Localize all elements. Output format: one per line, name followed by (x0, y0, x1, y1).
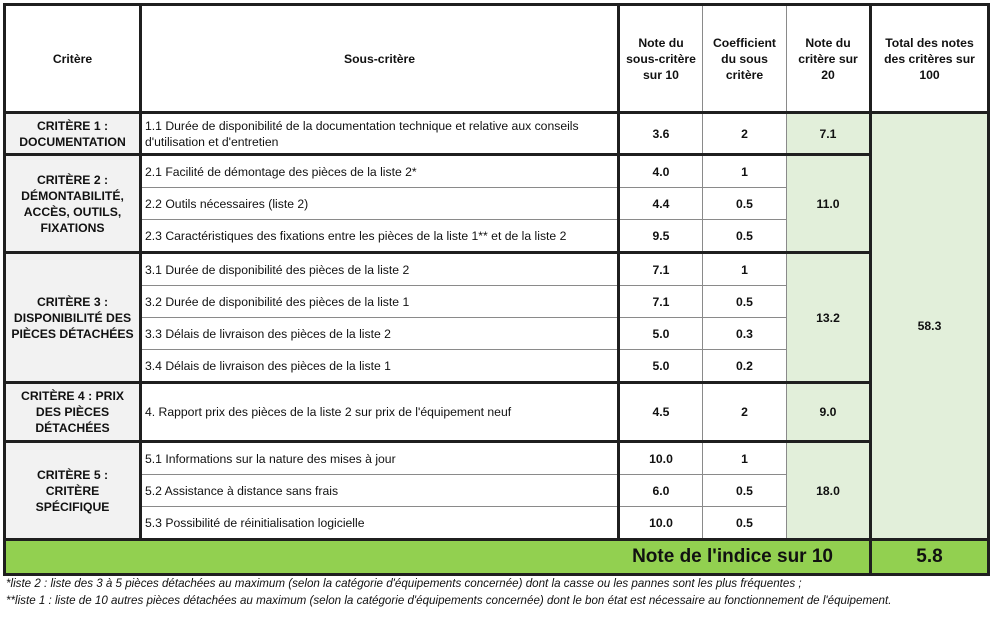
criterion-label: CRITÈRE 1 : DOCUMENTATION (6, 113, 141, 155)
criterion-score: 13.2 (787, 253, 871, 383)
sub-criterion-note: 5.0 (619, 318, 703, 350)
sub-criterion-label: 5.2 Assistance à distance sans frais (141, 475, 619, 507)
sub-criterion-note: 7.1 (619, 286, 703, 318)
sub-criterion-coefficient: 0.5 (703, 188, 787, 220)
table-row (6, 253, 988, 286)
sub-criterion-coefficient: 0.5 (703, 507, 787, 540)
sub-criterion-note: 4.4 (619, 188, 703, 220)
criterion-score: 11.0 (787, 155, 871, 253)
sub-criterion-label: 3.1 Durée de disponibilité des pièces de la liste 2 (141, 253, 619, 286)
final-score-value: 5.8 (871, 540, 988, 574)
sub-criterion-coefficient: 0.3 (703, 318, 787, 350)
sub-criterion-note: 6.0 (619, 475, 703, 507)
sub-criterion-coefficient: 0.5 (703, 220, 787, 253)
header-sous-critere: Sous-critère (141, 6, 619, 113)
header-note-critere: Note du critère sur 20 (787, 6, 871, 113)
sub-criterion-label: 5.3 Possibilité de réinitialisation logicielle (141, 507, 619, 540)
sub-criterion-label: 3.3 Délais de livraison des pièces de la liste 2 (141, 318, 619, 350)
sub-criterion-label: 3.4 Délais de livraison des pièces de la liste 1 (141, 350, 619, 383)
sub-criterion-coefficient: 2 (703, 383, 787, 442)
table-row (6, 113, 988, 155)
repairability-index-table (5, 5, 988, 574)
criterion-label: CRITÈRE 3 : DISPONIBILITÉ DES PIÈCES DÉTACHÉES (6, 253, 141, 383)
table-row (6, 442, 988, 475)
sub-criterion-note: 4.5 (619, 383, 703, 442)
sub-criterion-coefficient: 0.5 (703, 286, 787, 318)
sub-criterion-note: 9.5 (619, 220, 703, 253)
sub-criterion-coefficient: 0.5 (703, 475, 787, 507)
final-score-label: Note de l'indice sur 10 (6, 540, 871, 574)
footnotes (6, 575, 976, 609)
sub-criterion-label: 1.1 Durée de disponibilité de la documentation technique et relative aux conseils d'utilisation et d'entretien (141, 113, 619, 155)
sub-criterion-note: 3.6 (619, 113, 703, 155)
criterion-score: 9.0 (787, 383, 871, 442)
sub-criterion-coefficient: 0.2 (703, 350, 787, 383)
sub-criterion-label: 4. Rapport prix des pièces de la liste 2 sur prix de l'équipement neuf (141, 383, 619, 442)
criterion-label: CRITÈRE 4 : PRIX DES PIÈCES DÉTACHÉES (6, 383, 141, 442)
sub-criterion-label: 3.2 Durée de disponibilité des pièces de la liste 1 (141, 286, 619, 318)
header-note-sous-critere: Note du sous-critère sur 10 (619, 6, 703, 113)
sub-criterion-label: 5.1 Informations sur la nature des mises à jour (141, 442, 619, 475)
sub-criterion-note: 5.0 (619, 350, 703, 383)
sub-criterion-coefficient: 1 (703, 442, 787, 475)
header-coefficient: Coefficient du sous critère (703, 6, 787, 113)
sub-criterion-label: 2.3 Caractéristiques des fixations entre les pièces de la liste 1** et de la liste 2 (141, 220, 619, 253)
sub-criterion-note: 7.1 (619, 253, 703, 286)
sub-criterion-label: 2.2 Outils nécessaires (liste 2) (141, 188, 619, 220)
total-score: 58.3 (871, 113, 988, 540)
table-row (6, 155, 988, 188)
sub-criterion-note: 10.0 (619, 507, 703, 540)
sub-criterion-coefficient: 1 (703, 253, 787, 286)
sub-criterion-label: 2.1 Facilité de démontage des pièces de la liste 2* (141, 155, 619, 188)
criterion-label: CRITÈRE 5 : CRITÈRE SPÉCIFIQUE (6, 442, 141, 540)
criterion-score: 7.1 (787, 113, 871, 155)
sub-criterion-note: 10.0 (619, 442, 703, 475)
sub-criterion-coefficient: 2 (703, 113, 787, 155)
footnote-liste-2: *liste 2 : liste des 3 à 5 pièces détachées au maximum (selon la catégorie d'équipements concernée) dont la casse ou les pannes sont les plus fréquentes ; (6, 577, 802, 590)
footnote-liste-1: **liste 1 : liste de 10 autres pièces détachées au maximum (selon la catégorie d'équipements concernée) dont le bon état est nécessaire au fonctionnement de l'équipement. (6, 594, 892, 607)
header-critere: Critère (6, 6, 141, 113)
header-total: Total des notes des critères sur 100 (871, 6, 988, 113)
sub-criterion-coefficient: 1 (703, 155, 787, 188)
table-row (6, 383, 988, 442)
criterion-label: CRITÈRE 2 : DÉMONTABILITÉ, ACCÈS, OUTILS, FIXATIONS (6, 155, 141, 253)
final-score-row (6, 540, 988, 574)
criterion-score: 18.0 (787, 442, 871, 540)
sub-criterion-note: 4.0 (619, 155, 703, 188)
header-row (6, 6, 988, 113)
